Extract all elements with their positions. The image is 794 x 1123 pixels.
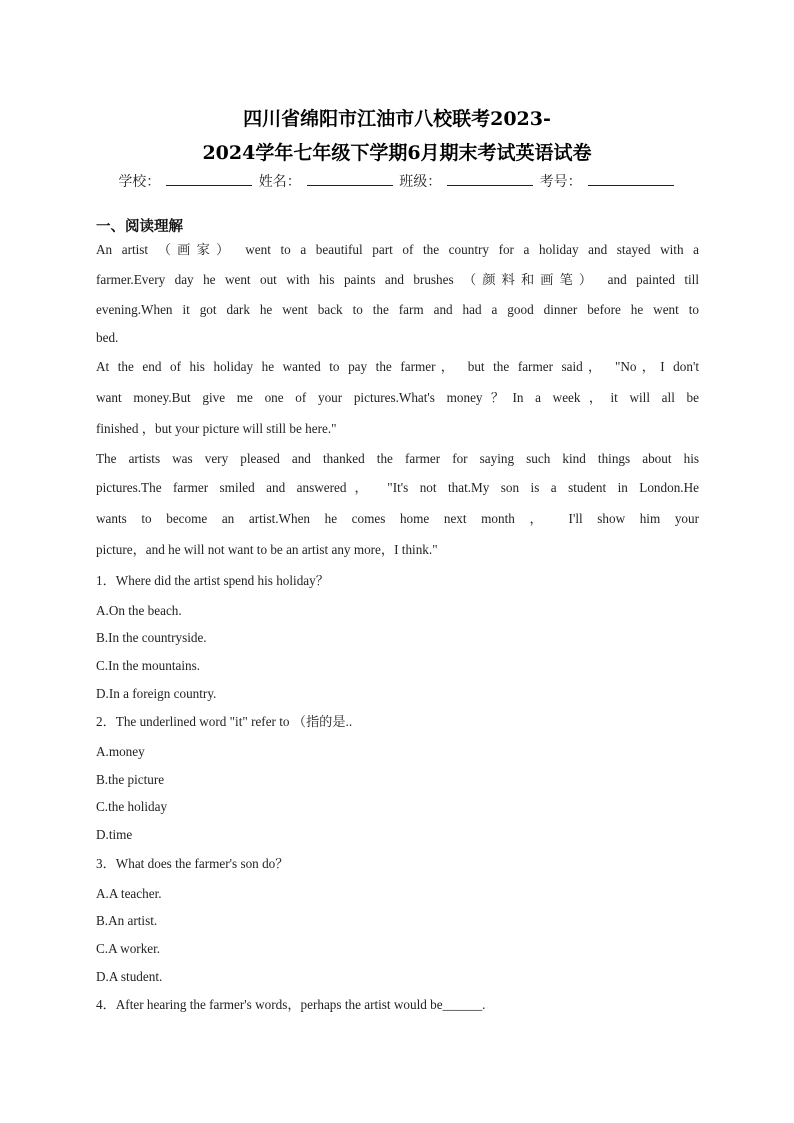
passage-line: farmer.Every day he went out with his paints and brushes （颜料和画笔） and painted till — [96, 272, 699, 287]
answer-option[interactable]: A.On the beach. — [96, 603, 182, 618]
answer-option[interactable]: A.money — [96, 744, 145, 759]
section-heading: 一、阅读理解 — [96, 219, 183, 235]
exam-number-label: 考号： — [539, 174, 582, 190]
question-stem: 1．Where did the artist spend his holiday？ — [96, 573, 329, 588]
passage-line: want money.But give me one of your pictures.What's money？In a week，it will all be — [96, 390, 699, 405]
exam-number-blank[interactable] — [588, 172, 674, 186]
passage-line: bed. — [96, 330, 119, 345]
school-blank[interactable] — [166, 172, 252, 186]
answer-option[interactable]: C.A worker. — [96, 941, 161, 956]
student-info-row — [0, 171, 794, 191]
passage-line: The artists was very pleased and thanked the farmer for saying such kind things about his — [96, 451, 699, 466]
name-blank[interactable] — [307, 172, 393, 186]
passage-line: finished ，but your picture will still be here." — [96, 421, 337, 436]
passage-line: pictures.The farmer smiled and answered， "It's not that.My son is a student in London.He — [96, 480, 699, 495]
passage-line: picture，and he will not want to be an artist any more，I think." — [96, 542, 438, 557]
name-label: 姓名： — [258, 174, 301, 190]
passage-line: An artist （画家） went to a beautiful part of the country for a holiday and stayed with a — [96, 242, 699, 257]
question-stem: 2．The underlined word "it" refer to （指的是.. — [96, 714, 353, 729]
page-title-line-2: 2024学年七年级下学期6月期末考试英语试卷 — [202, 142, 592, 164]
answer-option[interactable]: D.time — [96, 827, 133, 842]
answer-option[interactable]: B.An artist. — [96, 913, 158, 928]
answer-option[interactable]: A.A teacher. — [96, 886, 162, 901]
question-stem: 4．After hearing the farmer's words，perhaps the artist would be______. — [96, 997, 486, 1012]
passage-line: At the end of his holiday he wanted to pay the farmer， but the farmer said， "No，I don't — [96, 359, 699, 374]
answer-option[interactable]: B.the picture — [96, 772, 165, 787]
passage-line: wants to become an artist.When he comes home next month ， I'll show him your — [96, 511, 699, 526]
question-stem: 3．What does the farmer's son do？ — [96, 856, 289, 871]
passage-line: evening.When it got dark he went back to the farm and had a good dinner before he went to — [96, 302, 699, 317]
answer-option[interactable]: C.In the mountains. — [96, 658, 201, 673]
answer-option[interactable]: D.In a foreign country. — [96, 686, 217, 701]
class-blank[interactable] — [447, 172, 533, 186]
answer-option[interactable]: C.the holiday — [96, 799, 168, 814]
class-label: 班级： — [399, 174, 442, 190]
page-title-line-1: 四川省绵阳市江油市八校联考2023- — [243, 108, 551, 130]
answer-option[interactable]: B.In the countryside. — [96, 630, 207, 645]
answer-option[interactable]: D.A student. — [96, 969, 163, 984]
school-label: 学校： — [118, 174, 161, 190]
